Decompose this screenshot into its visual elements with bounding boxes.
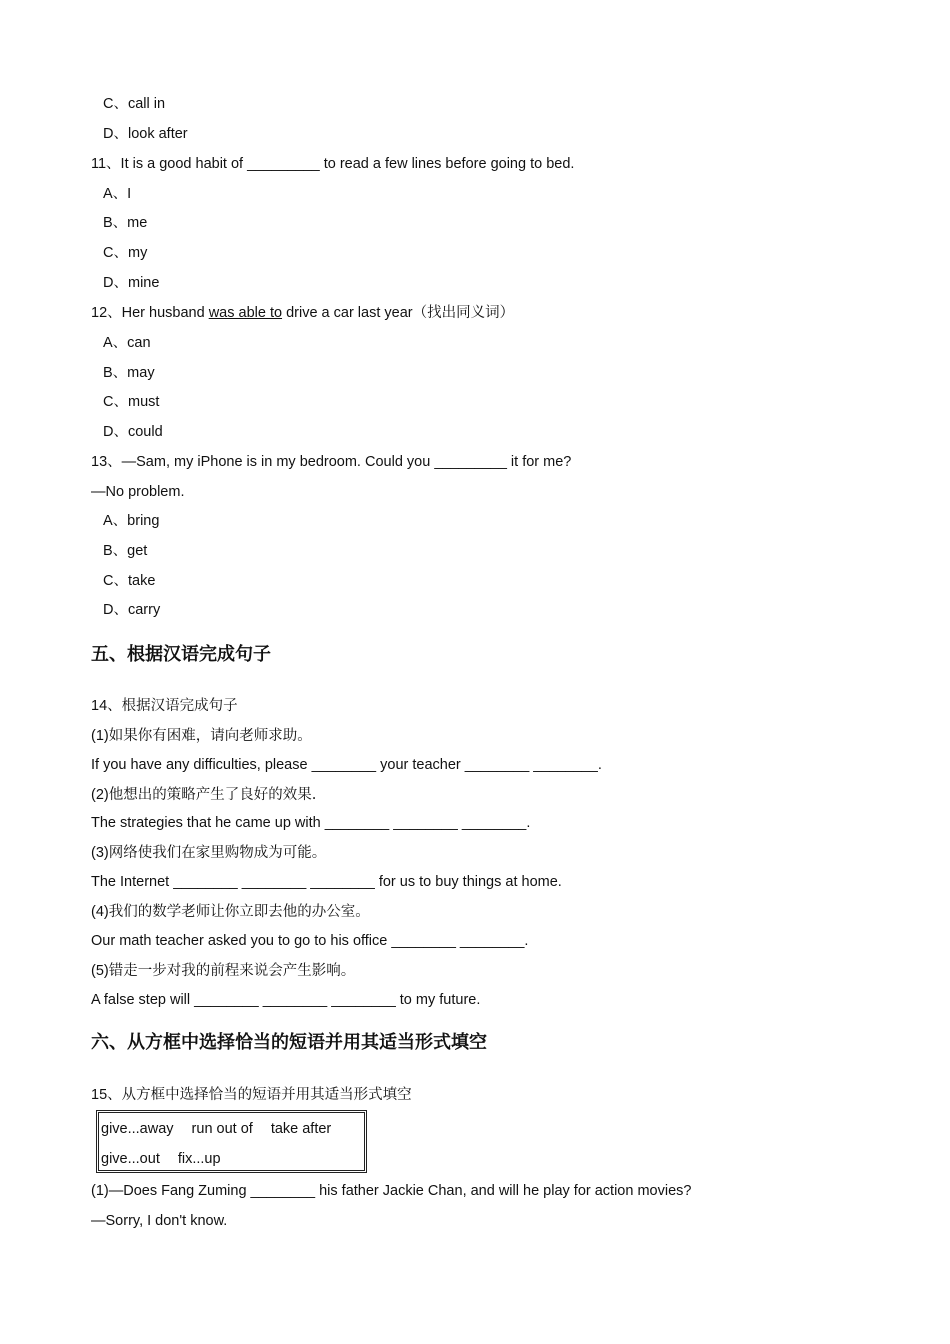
q14-title: 14、根据汉语完成句子 [91,698,238,714]
q15-title: 15、从方框中选择恰当的短语并用其适当形式填空 [91,1087,412,1103]
q12-underlined-phrase: was able to [208,305,283,321]
q11-stem: 11、It is a good habit of _________ to read a few lines before going to bed. [91,156,575,172]
q13-option-c: C、take [103,573,156,589]
q14-item4-en: Our math teacher asked you to go to his office ________ ________. [91,933,529,949]
q12-note: （找出同义词） [412,305,515,321]
phrase-box [96,1110,367,1173]
phrase-fix-up: fix...up [177,1151,221,1167]
phrase-box-row-1 [101,1119,349,1139]
q11-option-b: B、me [103,215,148,231]
section6-heading: 六、从方框中选择恰当的短语并用其适当形式填空 [91,1032,487,1053]
q15-item1: (1)—Does Fang Zuming ________ his father Jackie Chan, and will he play for action movies? [91,1183,692,1199]
q14-item5-en: A false step will ________ ________ ________ to my future. [91,992,481,1008]
q12-option-b: B、may [103,365,155,381]
q14-item1-cn: (1)如果你有困难，请向老师求助。 [91,728,312,744]
phrase-take-after: take after [270,1121,332,1137]
q12-option-d: D、could [103,424,163,440]
q12-option-a: A、can [103,335,151,351]
q14-item5-cn: (5)错走一步对我的前程来说会产生影响。 [91,963,356,979]
q10-option-d: D、look after [103,126,188,142]
q13-reply: —No problem. [91,484,185,500]
phrase-box-row-2 [101,1149,239,1169]
q14-item2-cn: (2)他想出的策略产生了良好的效果. [91,787,317,803]
q11-option-a: A、I [103,186,132,202]
section5-heading: 五、根据汉语完成句子 [91,644,271,665]
q12-stem: 12、Her husband was able to drive a car last year（找出同义词） [91,305,515,321]
phrase-give-away: give...away [101,1121,174,1137]
q14-item3-cn: (3)网络使我们在家里购物成为可能。 [91,845,327,861]
q12-option-c: C、must [103,394,160,410]
q10-option-c: C、call in [103,96,166,112]
q13-option-b: B、get [103,543,148,559]
q11-option-c: C、my [103,245,148,261]
q11-option-d: D、mine [103,275,160,291]
q14-item2-en: The strategies that he came up with ________ ________ ________. [91,815,531,831]
q13-option-a: A、bring [103,513,160,529]
q14-item1-en: If you have any difficulties, please ________ your teacher ________ ________. [91,757,602,773]
q14-item4-cn: (4)我们的数学老师让你立即去他的办公室。 [91,904,370,920]
q13-option-d: D、carry [103,602,161,618]
phrase-run-out-of: run out of [191,1121,253,1137]
q14-item3-en: The Internet ________ ________ ________ for us to buy things at home. [91,874,562,890]
phrase-give-out: give...out [101,1151,160,1167]
q13-stem: 13、—Sam, my iPhone is in my bedroom. Could you _________ it for me? [91,454,572,470]
q15-item1-reply: —Sorry, I don't know. [91,1213,228,1229]
